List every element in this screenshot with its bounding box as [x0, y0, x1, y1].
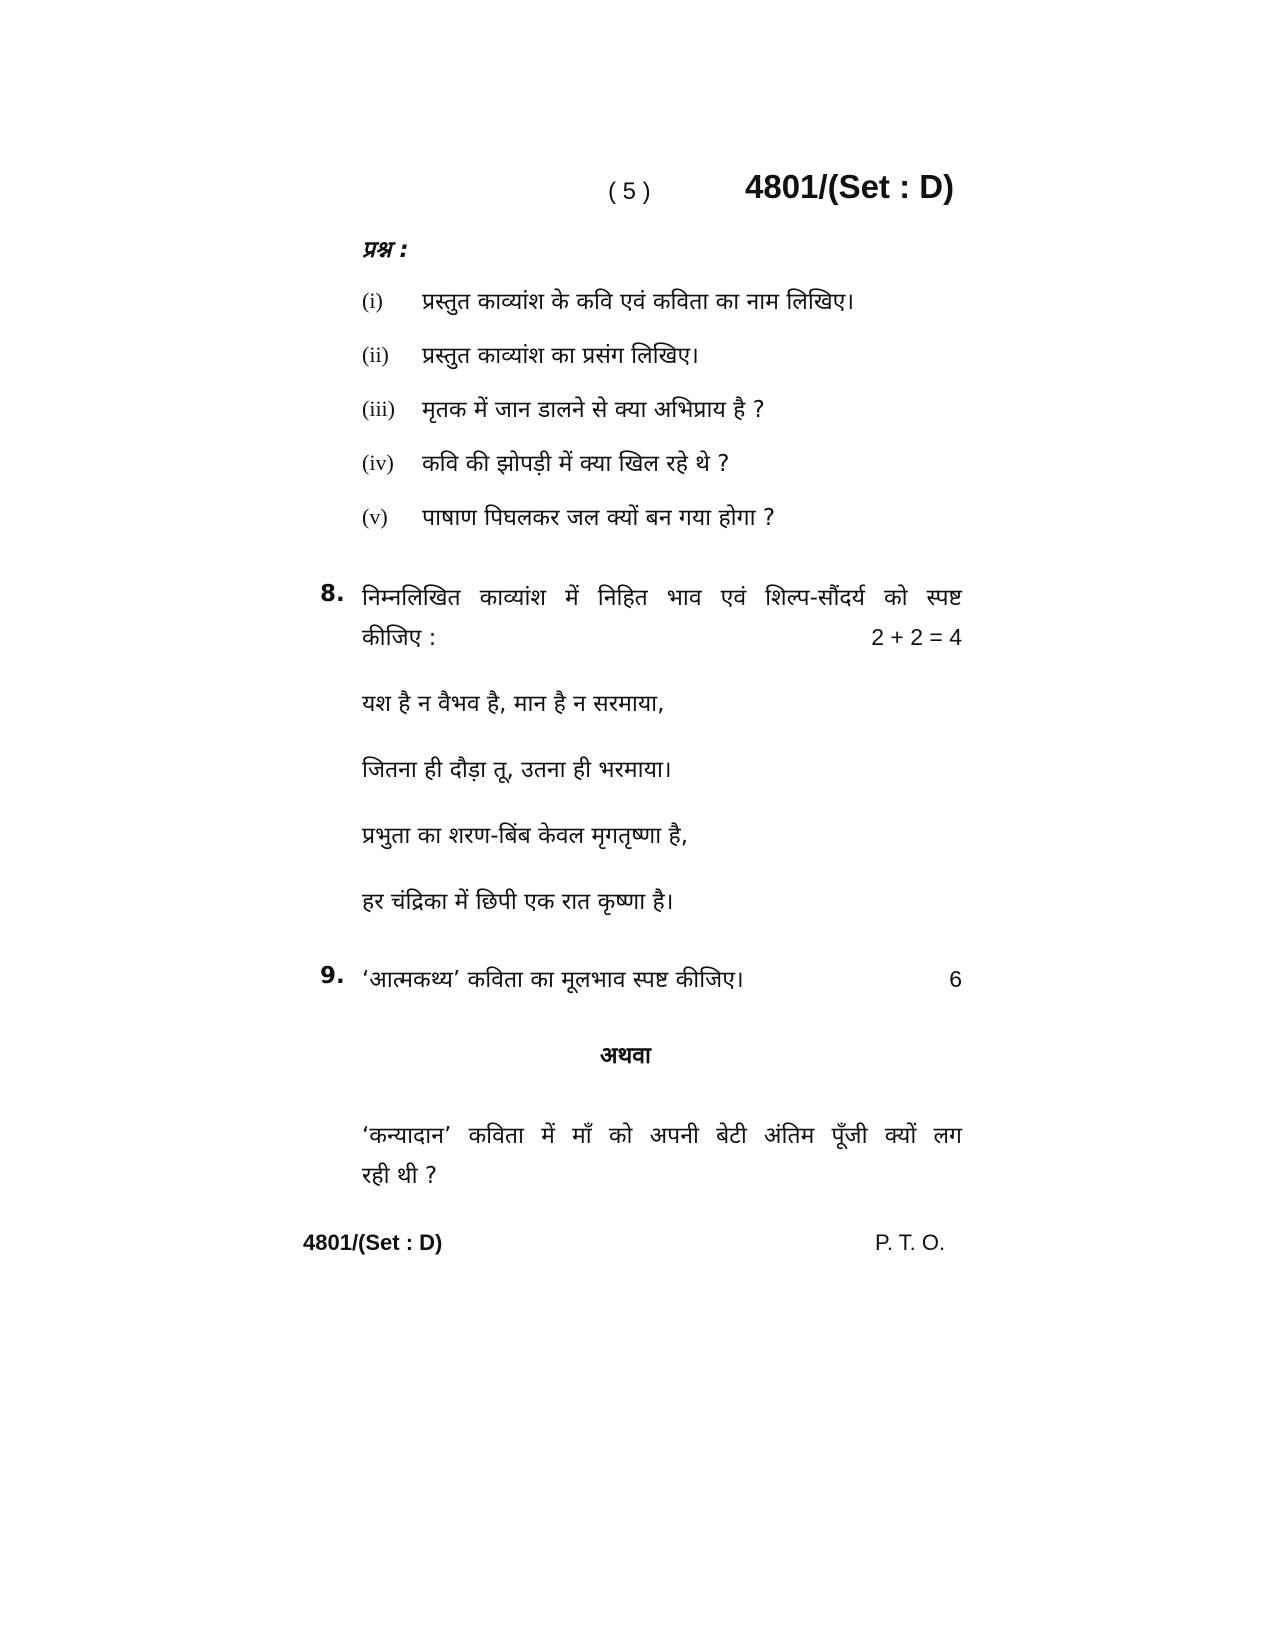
poem-line: जितना ही दौड़ा तू, उतना ही भरमाया।	[362, 757, 672, 783]
question-9-alt-line1: ‘कन्यादान’ कविता में माँ को अपनी बेटी अंतिम पूँजी क्यों लग	[362, 1123, 962, 1149]
sub-question-text: कवि की झोपड़ी में क्या खिल रहे थे ?	[422, 451, 730, 477]
sub-question-text: प्रस्तुत काव्यांश के कवि एवं कविता का नाम लिखिए।	[422, 289, 855, 315]
page-number: ( 5 )	[608, 178, 651, 205]
sub-question-number: (i)	[362, 288, 383, 313]
question-8-text-line1: निम्नलिखित काव्यांश में निहित भाव एवं शिल्प-सौंदर्य को स्पष्ट	[362, 585, 962, 611]
sub-question-number: (ii)	[362, 342, 389, 367]
question-8-marks: 2 + 2 = 4	[871, 624, 962, 650]
poem-line: प्रभुता का शरण-बिंब केवल मृगतृष्णा है,	[362, 823, 689, 849]
sub-question-number: (v)	[362, 504, 388, 529]
sub-question-text: पाषाण पिघलकर जल क्यों बन गया होगा ?	[422, 505, 776, 531]
please-turn-over: P. T. O.	[875, 1230, 946, 1255]
sub-question-text: मृतक में जान डालने से क्या अभिप्राय है ?	[422, 397, 765, 423]
question-8-text-line2: कीजिए :	[362, 625, 437, 651]
or-separator: अथवा	[600, 1043, 652, 1069]
question-8-number: 8.	[320, 581, 345, 607]
questions-heading: प्रश्न :	[362, 237, 409, 263]
set-code-header: 4801/(Set : D)	[745, 168, 955, 205]
question-9-alt-line2: रही थी ?	[362, 1163, 438, 1189]
sub-question-number: (iii)	[362, 396, 395, 421]
poem-line: हर चंद्रिका में छिपी एक रात कृष्णा है।	[362, 889, 674, 915]
question-9-number: 9.	[320, 963, 345, 989]
sub-question-text: प्रस्तुत काव्यांश का प्रसंग लिखिए।	[422, 343, 699, 369]
question-9-text: ‘आत्मकथ्य’ कविता का मूलभाव स्पष्ट कीजिए।	[362, 967, 744, 993]
sub-question-number: (iv)	[362, 450, 394, 475]
poem-line: यश है न वैभव है, मान है न सरमाया,	[362, 691, 665, 717]
question-9-marks: 6	[949, 966, 962, 992]
set-code-footer: 4801/(Set : D)	[303, 1230, 443, 1255]
